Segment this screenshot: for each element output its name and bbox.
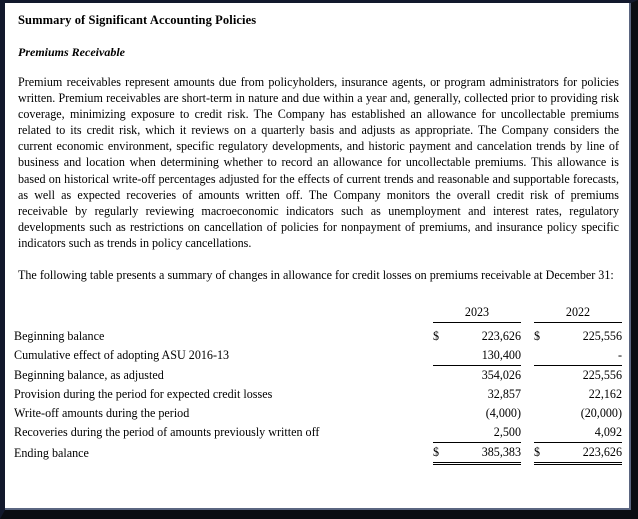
table-row [14, 365, 622, 385]
body-paragraph-2: The following table presents a summary of changes in allowance for credit losses on premiums receivable at December 31: [18, 268, 614, 283]
column-gap [521, 365, 534, 385]
column-gap [521, 346, 534, 366]
value-2023: 385,383 [449, 442, 521, 463]
column-gap [521, 327, 534, 346]
column-header-2022: 2022 [534, 302, 622, 323]
value-2023: (4,000) [485, 405, 521, 420]
row-label: Write-off amounts during the period [14, 405, 190, 420]
value-2022: 225,556 [582, 328, 622, 343]
page-title: Summary of Significant Accounting Policies [18, 13, 257, 27]
currency-symbol-2022 [534, 346, 550, 366]
table-header-row [14, 302, 622, 323]
value-2023: 130,400 [449, 346, 521, 366]
row-label: Recoveries during the period of amounts previously written off [14, 425, 320, 440]
section-subtitle: Premiums Receivable [18, 45, 125, 59]
value-2023: 2,500 [449, 423, 521, 443]
currency-symbol-2023: $ [433, 328, 440, 343]
value-2022: (20,000) [580, 405, 622, 420]
row-label: Beginning balance, as adjusted [14, 367, 164, 382]
table-row [14, 327, 622, 346]
row-label: Provision during the period for expected credit losses [14, 386, 273, 401]
currency-symbol-2022: $ [534, 442, 550, 463]
currency-symbol-2022: $ [534, 328, 541, 343]
column-header-2023: 2023 [433, 302, 521, 323]
value-2023: 223,626 [481, 328, 521, 343]
currency-symbol-2023 [433, 365, 449, 385]
row-label: Beginning balance [14, 328, 105, 343]
column-gap [521, 385, 534, 404]
table-row [14, 404, 622, 423]
currency-symbol-2023 [433, 346, 449, 366]
table-row [14, 346, 622, 366]
value-2022: 225,556 [582, 367, 622, 382]
column-gap [521, 302, 534, 323]
value-2022: - [550, 346, 622, 366]
body-paragraph-1: Premium receivables represent amounts due from policyholders, insurance agents, or program administrators for policies written. Premium receivables are short-term in nature and due within a year and, generally, collected prior to providing risk coverage, minimizing exposure to credit risk. The Company has established an allowance for uncollectable premiums related to its credit risk, which it reviews on a quarterly basis and adjusts as appropriate. The Company considers the current economic environment, specific regulatory developments, and historic payment and cancelation trends by line of business and location when determining whether to record an allowance for uncollectable premiums. This allowance is based on historical write-off percentages adjusted for the effects of current trends and reasonable and supportable forecasts, as well as expected recoveries of amounts written off. The Company monitors the overall credit risk of premiums receivable by regularly reviewing macroeconomic indicators such as unemployment and interest rates, regulatory developments such as restrictions on cancellation of policies for nonpayment of premiums, and insurance policy specific indicators such as trends in policy cancellations. [18, 75, 619, 250]
column-gap [521, 404, 534, 423]
currency-symbol-2022 [534, 365, 550, 385]
table-row [14, 385, 622, 404]
value-2022: 22,162 [588, 386, 622, 401]
value-2022: 4,092 [550, 423, 622, 443]
currency-symbol-2022 [534, 404, 550, 423]
table-row [14, 423, 622, 443]
currency-symbol-2023: $ [433, 442, 449, 463]
column-gap [521, 423, 534, 443]
value-2023: 354,026 [481, 367, 521, 382]
currency-symbol-2022 [534, 423, 550, 443]
header-label-spacer [14, 302, 433, 323]
currency-symbol-2023 [433, 385, 449, 404]
document-page [5, 3, 631, 510]
table-body [14, 327, 622, 464]
table-header [14, 302, 622, 327]
table-row-total [14, 442, 622, 463]
column-gap [521, 442, 534, 463]
currency-symbol-2023 [433, 404, 449, 423]
currency-symbol-2022 [534, 385, 550, 404]
value-2022: 223,626 [550, 442, 622, 463]
currency-symbol-2023 [433, 423, 449, 443]
row-label: Ending balance [14, 446, 89, 461]
value-2023: 32,857 [487, 386, 521, 401]
allowance-rollforward-table [14, 302, 622, 465]
row-label: Cumulative effect of adopting ASU 2016-13 [14, 348, 230, 363]
